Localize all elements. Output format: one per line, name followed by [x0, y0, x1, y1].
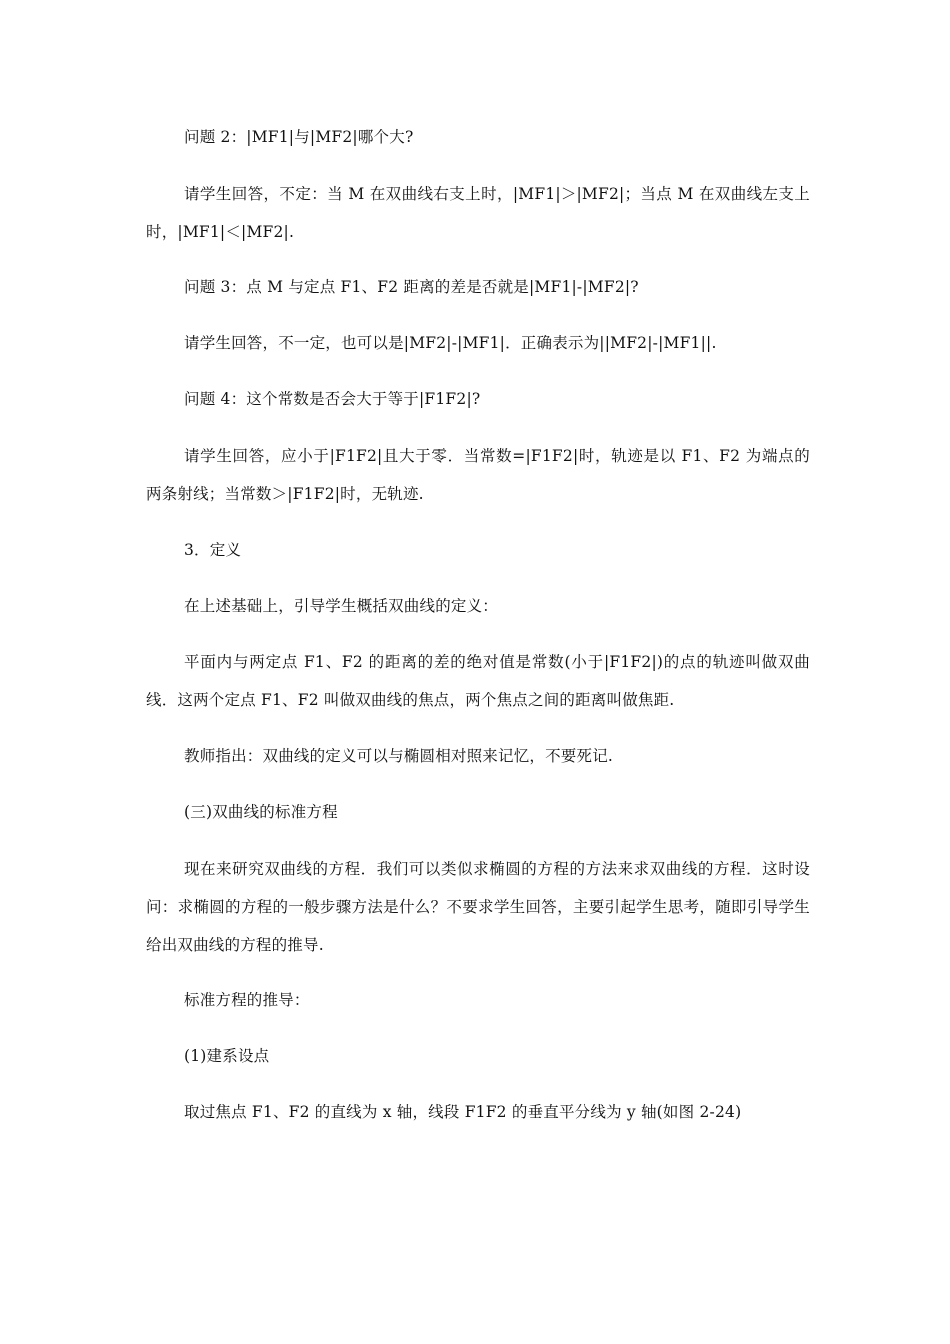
step-1-description: 取过焦点 F1、F2 的直线为 x 轴，线段 F1F2 的垂直平分线为 y 轴(如图 2-24)	[184, 1103, 742, 1121]
step-1-heading: (1)建系设点	[184, 1047, 270, 1065]
question-4: 问题 4：这个常数是否会大于等于|F1F2|?	[184, 390, 481, 408]
derivation-heading: 标准方程的推导：	[184, 991, 310, 1009]
section-standard-equation-heading: (三)双曲线的标准方程	[184, 803, 338, 821]
answer-4: 请学生回答，应小于|F1F2|且大于零．当常数=|F1F2|时，轨迹是以 F1、F2 为端点的两条射线；当常数＞|F1F2|时，无轨迹.	[146, 447, 810, 503]
answer-3: 请学生回答，不一定，也可以是|MF2|-|MF1|．正确表示为||MF2|-|MF1||.	[184, 334, 717, 352]
answer-2: 请学生回答，不定：当 M 在双曲线右支上时，|MF1|＞|MF2|；当点 M 在双曲线左支上时，|MF1|＜|MF2|.	[146, 185, 810, 241]
equation-research-paragraph: 现在来研究双曲线的方程．我们可以类似求椭圆的方程的方法来求双曲线的方程．这时设问：求椭圆的方程的一般步骤方法是什么？不要求学生回答，主要引起学生思考，随即引导学生给出双曲线的方程的推导.	[146, 860, 810, 954]
question-3: 问题 3：点 M 与定点 F1、F2 距离的差是否就是|MF1|-|MF2|?	[184, 278, 639, 296]
question-2: 问题 2：|MF1|与|MF2|哪个大?	[184, 128, 414, 146]
section-definition-heading: 3．定义	[184, 541, 242, 559]
teacher-note: 教师指出：双曲线的定义可以与椭圆相对照来记忆，不要死记.	[184, 747, 614, 765]
hyperbola-definition: 平面内与两定点 F1、F2 的距离的差的绝对值是常数(小于|F1F2|)的点的轨迹叫做双曲线．这两个定点 F1、F2 叫做双曲线的焦点，两个焦点之间的距离叫做焦距.	[146, 653, 810, 709]
definition-intro: 在上述基础上，引导学生概括双曲线的定义：	[184, 597, 499, 615]
